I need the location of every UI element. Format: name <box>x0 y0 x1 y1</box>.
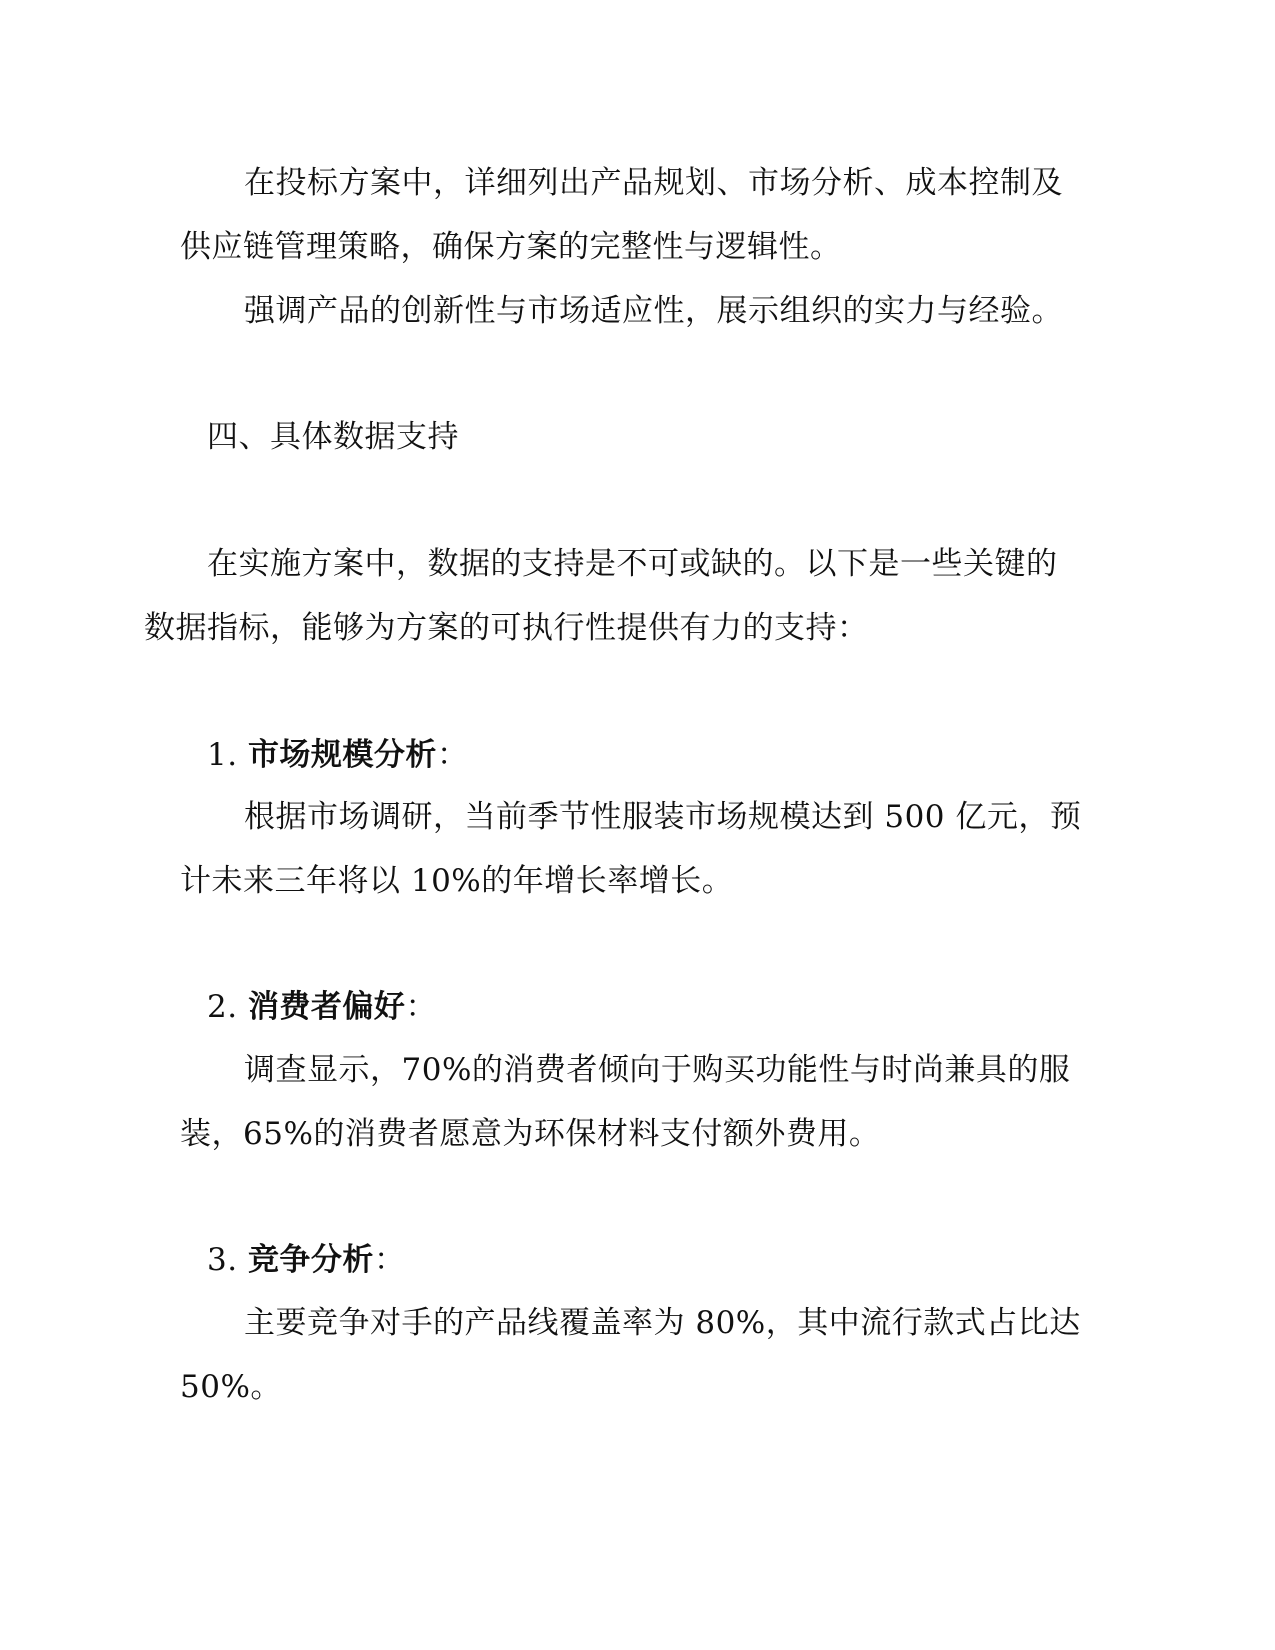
item2-title: 消费者偏好 <box>247 989 406 1025</box>
item1-heading <box>207 735 468 775</box>
item3-line2: 50%。 <box>180 1369 282 1405</box>
item2-heading <box>207 987 437 1027</box>
item3-title: 竞争分析 <box>247 1242 374 1278</box>
item2-line1: 调查显示，70%的消费者倾向于购买功能性与时尚兼具的服 <box>244 1052 1071 1088</box>
item1-line2: 计未来三年将以 10%的年增长率增长。 <box>180 863 734 899</box>
item3-colon: ： <box>373 1242 406 1278</box>
para1-line1: 在投标方案中，详细列出产品规划、市场分析、成本控制及 <box>244 165 1063 201</box>
item1-colon: ： <box>436 737 469 773</box>
item2-colon: ： <box>405 989 437 1025</box>
intro-line1: 在实施方案中，数据的支持是不可或缺的。以下是一些关键的 <box>207 546 1058 582</box>
intro-line2: 数据指标，能够为方案的可执行性提供有力的支持： <box>144 610 869 646</box>
item2-number: 2. <box>207 989 238 1025</box>
item3-heading <box>207 1240 405 1280</box>
item1-number: 1. <box>207 737 238 773</box>
section-heading: 四、具体数据支持 <box>207 419 459 455</box>
para2-line: 强调产品的创新性与市场适应性，展示组织的实力与经验。 <box>244 293 1063 329</box>
item1-line1: 根据市场调研，当前季节性服装市场规模达到 500 亿元，预 <box>244 799 1082 835</box>
item2-line2: 装，65%的消费者愿意为环保材料支付额外费用。 <box>180 1116 881 1152</box>
para1-line2: 供应链管理策略，确保方案的完整性与逻辑性。 <box>180 229 842 265</box>
item3-number: 3. <box>207 1242 238 1278</box>
item1-title: 市场规模分析 <box>247 737 437 773</box>
item3-line1: 主要竞争对手的产品线覆盖率为 80%，其中流行款式占比达 <box>244 1305 1081 1341</box>
